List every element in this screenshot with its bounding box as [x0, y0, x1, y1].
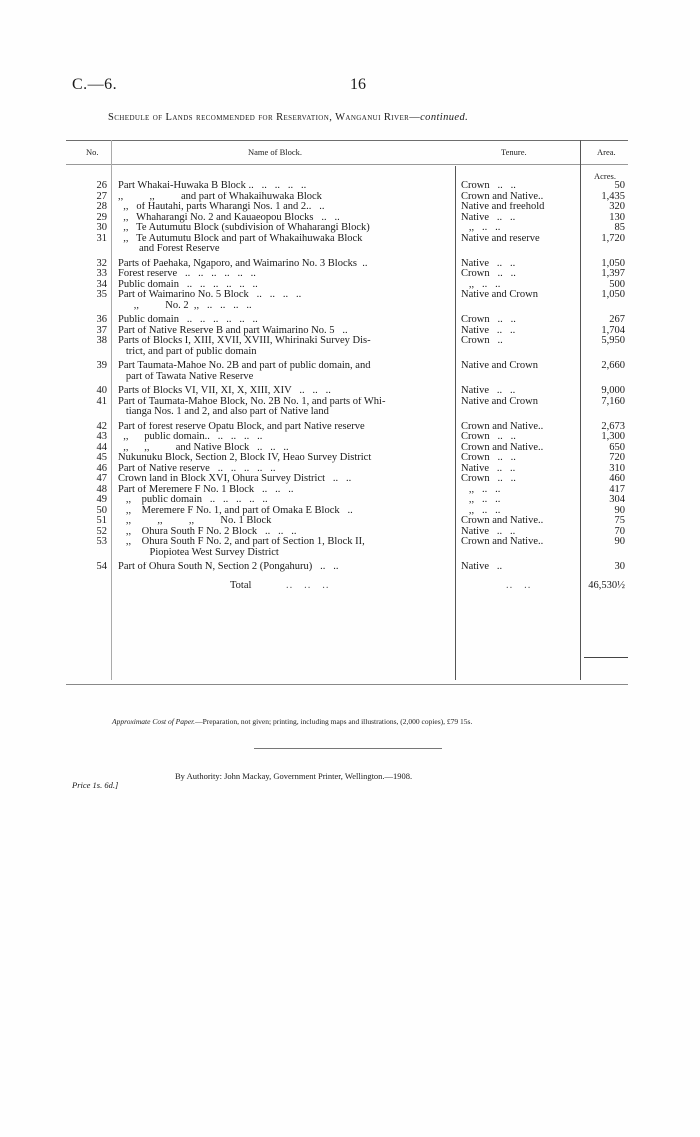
total-rule: [584, 657, 628, 658]
row-number: 31: [96, 232, 107, 244]
area-acres: 720: [609, 452, 625, 463]
table-row: [66, 506, 626, 517]
column-header-tenure: Tenure.: [501, 147, 527, 157]
row-number: 52: [96, 525, 107, 537]
tenure: Native .. ..: [461, 463, 516, 474]
table-bottom-rule: [66, 684, 628, 685]
row-number: 33: [96, 268, 107, 279]
footnote-text: —Preparation, not given; printing, including maps and illustrations, (2,000 copies), £79 15s.: [195, 717, 473, 726]
area-acres: 1,435: [601, 190, 625, 202]
area-acres: 1,720: [601, 232, 625, 244]
printer-authority: By Authority: John Mackay, Government Printer, Wellington.—1908.: [175, 771, 413, 781]
table-row: [66, 372, 626, 383]
tenure: ,, .. ..: [461, 279, 501, 290]
tenure: ,, .. ..: [461, 495, 501, 505]
tenure: Crown and Native..: [461, 442, 544, 453]
block-name: Part of forest reserve Opatu Block, and part Native reserve: [118, 421, 365, 432]
table-row: [66, 192, 626, 203]
block-name: ,, Meremere F No. 1, and part of Omaka E Block ..: [118, 505, 353, 516]
block-name: Parts of Blocks VI, VII, XI, X, XIII, XIV .. .. ..: [118, 386, 331, 396]
table-row: [66, 234, 626, 245]
block-name: ,, Whaharangi No. 2 and Kauaeopou Blocks .. ..: [118, 212, 340, 223]
area-acres: 30: [614, 561, 625, 572]
tenure: Native and Crown: [461, 396, 538, 407]
table-row: [66, 347, 626, 358]
tenure: Crown and Native..: [461, 421, 544, 432]
tenure: Native .. ..: [461, 258, 516, 269]
block-name: Forest reserve .. .. .. .. .. ..: [118, 269, 256, 279]
block-name: Piopiotea West Survey District: [118, 547, 279, 558]
area-acres: 304: [609, 494, 625, 505]
schedule-title-continued: continued.: [420, 112, 469, 123]
area-acres: 7,160: [601, 395, 625, 407]
table-top-rule: [66, 140, 628, 141]
table-row: [66, 548, 626, 559]
tenure: Native .. ..: [461, 212, 516, 223]
tenure: Native ..: [461, 562, 503, 572]
block-name: ,, ,, and Native Block .. .. ..: [118, 442, 289, 453]
block-name: ,, Te Autumutu Block (subdivision of Whaharangi Block): [118, 223, 370, 233]
row-number: 51: [96, 515, 107, 526]
area-acres: 1,050: [601, 257, 625, 269]
area-acres: 267: [609, 314, 625, 325]
area-acres: 75: [614, 515, 625, 526]
block-name: Public domain .. .. .. .. .. ..: [118, 279, 258, 290]
table-row: [66, 181, 626, 192]
block-name: ,, public domain .. .. .. .. ..: [118, 495, 268, 505]
row-number: 35: [96, 289, 107, 300]
tenure: Native .. ..: [461, 325, 516, 336]
row-number: 45: [96, 452, 107, 463]
tenure: Crown .. ..: [461, 181, 516, 191]
area-acres: 1,704: [601, 324, 625, 336]
tenure: Crown .. ..: [461, 474, 516, 484]
block-name: ,, ,, and part of Whakaihuwaka Block: [118, 191, 322, 202]
tenure: Crown .. ..: [461, 432, 516, 442]
block-name: Part of Ohura South N, Section 2 (Pongahuru) .. ..: [118, 562, 339, 572]
row-number: 39: [96, 360, 107, 371]
total-tenure-dots: .. ..: [506, 579, 532, 591]
tenure: Native and freehold: [461, 202, 545, 212]
row-number: 44: [96, 441, 107, 453]
table-row: [66, 422, 626, 433]
block-name: Part of Native Reserve B and part Waimarino No. 5 ..: [118, 325, 348, 336]
total-row: [66, 581, 626, 592]
row-number: 42: [96, 420, 107, 432]
row-number: 40: [96, 385, 107, 396]
block-name: and Forest Reserve: [118, 244, 220, 254]
table-row: [66, 562, 626, 573]
table-row: [66, 280, 626, 291]
area-acres: 70: [614, 525, 625, 537]
total-label: Total: [230, 579, 252, 591]
row-number: 27: [96, 190, 107, 202]
block-name: Parts of Blocks I, XIII, XVII, XVIII, Whirinaki Survey Dis-: [118, 336, 371, 346]
block-name: ,, Ohura South F No. 2, and part of Section 1, Block II,: [118, 537, 365, 547]
block-name: Part of Waimarino No. 5 Block .. .. .. ..: [118, 290, 302, 300]
table-row: [66, 336, 626, 347]
area-acres: 650: [609, 441, 625, 453]
area-acres: 90: [614, 536, 625, 547]
table-row: [66, 527, 626, 538]
total-value: 46,530½: [588, 579, 625, 591]
tenure: Crown .. ..: [461, 315, 516, 325]
row-number: 32: [96, 257, 107, 269]
area-acres: 130: [609, 211, 625, 223]
footnote: [112, 717, 472, 726]
tenure: Crown and Native..: [461, 191, 544, 202]
row-number: 28: [96, 201, 107, 212]
column-header-area: Area.: [597, 147, 616, 157]
row-number: 46: [96, 462, 107, 474]
area-acres: 1,050: [601, 289, 625, 300]
block-name: ,, No. 2 ,, .. .. .. ..: [118, 300, 252, 311]
table-row: [66, 315, 626, 326]
row-number: 29: [96, 211, 107, 223]
row-number: 34: [96, 278, 107, 290]
table-row: [66, 397, 626, 408]
block-name: ,, public domain.. .. .. .. ..: [118, 432, 263, 442]
schedule-title: [108, 112, 468, 123]
area-acres: 85: [614, 222, 625, 233]
area-acres: 90: [614, 504, 625, 516]
area-acres: 460: [609, 473, 625, 484]
header-bottom-rule: [66, 164, 628, 165]
block-name: Part of Meremere F No. 1 Block .. .. ..: [118, 484, 294, 495]
page-number: 16: [350, 76, 366, 93]
table-row: [66, 361, 626, 372]
row-number: 43: [96, 431, 107, 442]
table-row: [66, 485, 626, 496]
block-name: trict, and part of public domain: [118, 346, 257, 357]
table-row: [66, 386, 626, 397]
area-acres: 1,397: [601, 268, 625, 279]
table-row: [66, 516, 626, 527]
document-reference: C.—6.: [72, 76, 118, 93]
block-name: Parts of Paehaka, Ngaporo, and Waimarino No. 3 Blocks ..: [118, 258, 368, 269]
block-name: tianga Nos. 1 and 2, and also part of Native land: [118, 407, 329, 417]
row-number: 50: [96, 504, 107, 516]
table-row: [66, 326, 626, 337]
table-row: [66, 202, 626, 213]
table-row: [66, 537, 626, 548]
schedule-table: [66, 181, 626, 591]
area-acres: 500: [609, 278, 625, 290]
row-number: 36: [96, 314, 107, 325]
block-name: ,, of Hautahi, parts Wharangi Nos. 1 and 2.. ..: [118, 202, 325, 212]
tenure: Crown and Native..: [461, 516, 544, 526]
block-name: Crown land in Block XVI, Ohura Survey District .. ..: [118, 474, 352, 484]
column-header-name: Name of Block.: [248, 147, 303, 157]
area-acres: 5,950: [601, 335, 625, 346]
tenure: Native and Crown: [461, 290, 538, 300]
tenure: ,, .. ..: [461, 505, 501, 516]
row-number: 49: [96, 494, 107, 505]
table-row: [66, 453, 626, 464]
table-row: [66, 474, 626, 485]
block-name: Nukunuku Block, Section 2, Block IV, Heao Survey District: [118, 453, 372, 463]
tenure: Native and Crown: [461, 361, 538, 371]
tenure: Crown .. ..: [461, 453, 516, 463]
table-row: [66, 301, 626, 312]
tenure: ,, .. ..: [461, 484, 501, 495]
area-acres: 50: [614, 180, 625, 191]
table-row: [66, 213, 626, 224]
row-number: 41: [96, 395, 107, 407]
total-leader-dots: .. .. ..: [286, 579, 330, 591]
footnote-label: Approximate Cost of Paper.: [112, 717, 196, 726]
block-name: Part of Native reserve .. .. .. .. ..: [118, 463, 276, 474]
tenure: Native .. ..: [461, 386, 516, 396]
tenure: Crown ..: [461, 336, 503, 346]
row-number: 47: [96, 473, 107, 484]
tenure: Crown and Native..: [461, 537, 544, 547]
row-number: 26: [96, 180, 107, 191]
area-acres: 310: [609, 462, 625, 474]
row-number: 37: [96, 324, 107, 336]
area-acres: 2,660: [601, 360, 625, 371]
column-header-no: No.: [86, 147, 99, 157]
table-row: [66, 223, 626, 234]
row-number: 30: [96, 222, 107, 233]
table-row: [66, 464, 626, 475]
row-number: 38: [96, 335, 107, 346]
row-number: 54: [96, 561, 107, 572]
block-name: ,, Ohura South F No. 2 Block .. .. ..: [118, 526, 297, 537]
table-row: [66, 259, 626, 270]
block-name: Part Taumata-Mahoe No. 2B and part of public domain, and: [118, 361, 371, 371]
table-row: [66, 269, 626, 280]
row-number: 53: [96, 536, 107, 547]
area-acres: 320: [609, 201, 625, 212]
block-name: ,, Te Autumutu Block and part of Whakaihuwaka Block: [118, 233, 363, 244]
area-acres: 1,300: [601, 431, 625, 442]
block-name: Part of Taumata-Mahoe Block, No. 2B No. 1, and parts of Whi-: [118, 396, 386, 407]
tenure: ,, .. ..: [461, 223, 501, 233]
area-acres: 2,673: [601, 420, 625, 432]
block-name: Part Whakai-Huwaka B Block .. .. .. .. ..: [118, 181, 307, 191]
block-name: part of Tawata Native Reserve: [118, 371, 254, 382]
schedule-title-main: Schedule of Lands recommended for Reservation, Wanganui River—: [108, 112, 421, 123]
block-name: ,, ,, ,, No. 1 Block: [118, 516, 272, 526]
area-unit-label: Acres.: [594, 171, 616, 181]
block-name: Public domain .. .. .. .. .. ..: [118, 315, 258, 325]
table-row: [66, 290, 626, 301]
tenure: Native .. ..: [461, 526, 516, 537]
section-divider: [254, 748, 442, 749]
table-row: [66, 495, 626, 506]
table-row: [66, 432, 626, 443]
tenure: Native and reserve: [461, 233, 540, 244]
table-row: [66, 407, 626, 418]
table-row: [66, 443, 626, 454]
area-acres: 9,000: [601, 385, 625, 396]
area-acres: 417: [609, 483, 625, 495]
table-row: [66, 244, 626, 255]
row-number: 48: [96, 483, 107, 495]
price-note: Price 1s. 6d.]: [72, 780, 119, 790]
tenure: Crown .. ..: [461, 269, 516, 279]
